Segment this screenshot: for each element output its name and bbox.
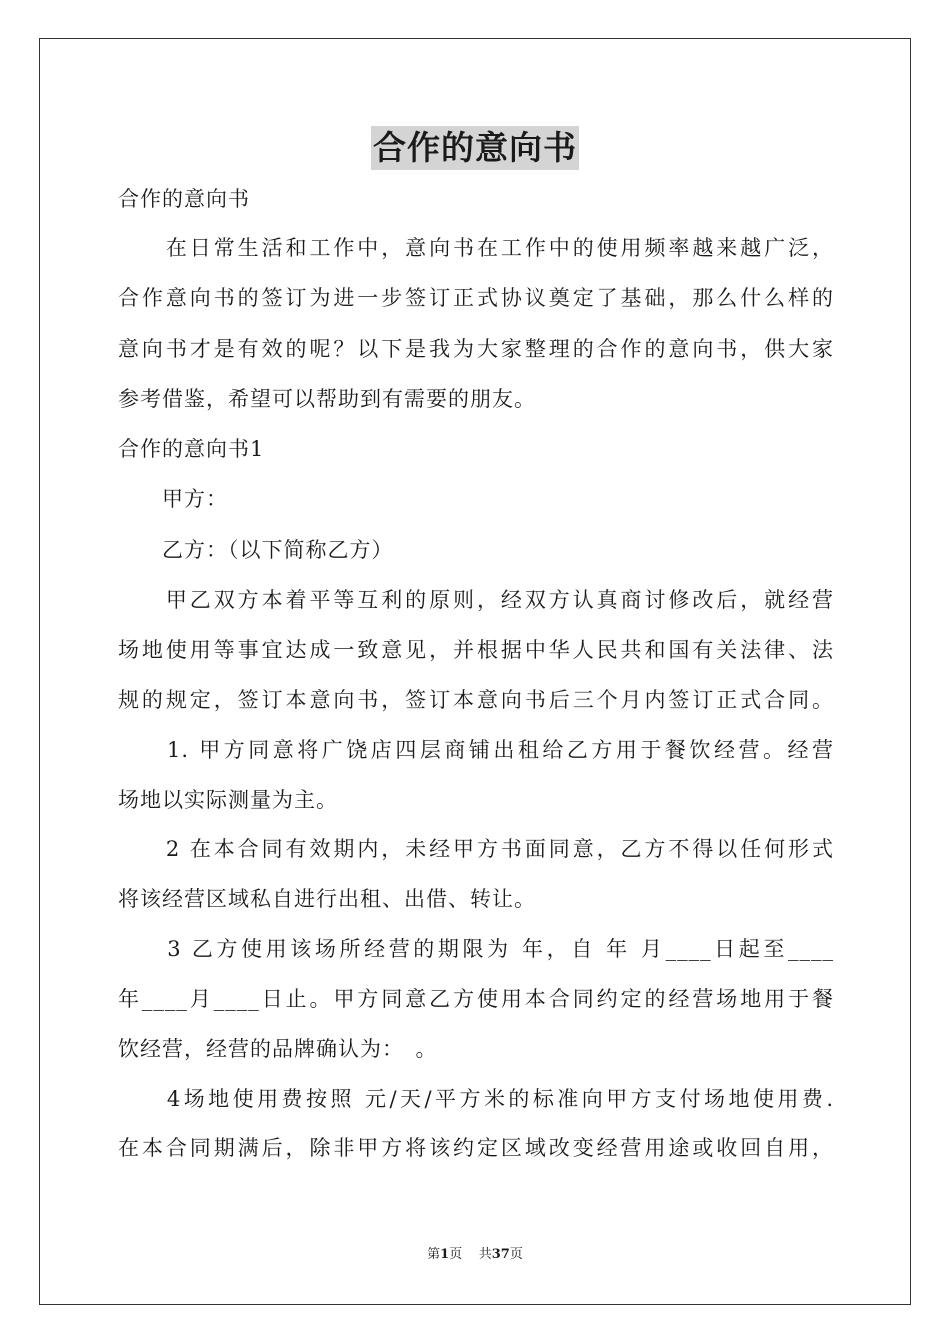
document-title: 合作的意向书	[371, 126, 579, 170]
footer-page-suffix: 页	[449, 1247, 463, 1262]
paragraph-line: 意向书才是有效的呢？以下是我为大家整理的合作的意向书，供大家	[118, 337, 834, 361]
title-container	[0, 126, 950, 170]
footer-total-number: 37	[491, 1247, 510, 1262]
footer-total-prefix: 共	[478, 1247, 492, 1262]
clause-line: 饮经营，经营的品牌确认为： 。	[118, 1037, 438, 1061]
clause-line: 将该经营区域私自进行出租、出借、转让。	[118, 887, 536, 911]
page-border	[39, 38, 911, 1305]
paragraph-line: 甲乙双方本着平等互利的原则，经双方认真商讨修改后，就经营	[118, 588, 834, 612]
clause-line: 1. 甲方同意将广饶店四层商铺出租给乙方用于餐饮经营。经营	[118, 738, 834, 762]
footer-page-number: 1	[440, 1247, 450, 1262]
paragraph-line: 合作意向书的签订为进一步签订正式协议奠定了基础，那么什么样的	[118, 286, 834, 310]
clause-line: 2 在本合同有效期内，未经甲方书面同意，乙方不得以任何形式	[118, 837, 834, 861]
paragraph-line: 规的规定，签订本意向书，签订本意向书后三个月内签订正式合同。	[118, 688, 834, 712]
paragraph-line: 场地使用等事宜达成一致意见，并根据中华人民共和国有关法律、法	[118, 638, 834, 662]
subtitle-line: 合作的意向书	[118, 187, 250, 211]
paragraph-line: 在日常生活和工作中，意向书在工作中的使用频率越来越广泛，	[118, 236, 834, 260]
clause-line: 年____月____日止。甲方同意乙方使用本合同约定的经营场地用于餐	[118, 987, 834, 1011]
clause-line: 场地以实际测量为主。	[118, 788, 338, 812]
page-footer	[0, 1246, 950, 1264]
paragraph-line: 参考借鉴，希望可以帮助到有需要的朋友。	[118, 387, 536, 411]
section-heading: 合作的意向书1	[118, 437, 265, 461]
clause-line: 3 乙方使用该场所经营的期限为 年，自 年 月____日起至____	[118, 937, 834, 961]
footer-total-suffix: 页	[509, 1247, 523, 1262]
clause-line: 在本合同期满后，除非甲方将该约定区域改变经营用途或收回自用，	[118, 1136, 834, 1160]
clause-line: 4场地使用费按照 元/天/平方米的标准向甲方支付场地使用费.	[118, 1087, 834, 1111]
party-b-line: 乙方：（以下简称乙方）	[118, 538, 394, 562]
party-a-line: 甲方：	[118, 487, 228, 511]
footer-page-prefix: 第	[427, 1247, 441, 1262]
